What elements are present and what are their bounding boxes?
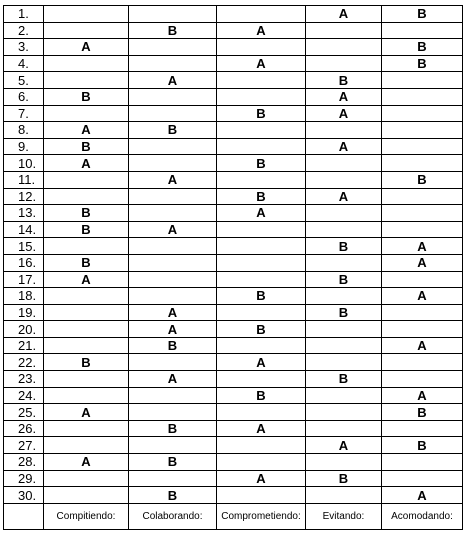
answer-cell-competing [44,6,129,23]
item-number: 19. [4,304,44,321]
answer-cell-compromising: B [217,105,306,122]
answer-cell-avoiding: B [306,470,382,487]
answer-cell-collaborating: B [129,420,217,437]
answer-cell-collaborating [129,105,217,122]
answer-cell-avoiding [306,420,382,437]
answer-cell-competing [44,238,129,255]
answer-cell-accommodating: A [382,387,463,404]
footer-label-accommodating: Acomodando: [382,503,463,529]
item-number: 6. [4,88,44,105]
answer-cell-avoiding [306,288,382,305]
answer-cell-collaborating: B [129,22,217,39]
table-row [4,72,463,89]
answer-cell-avoiding: A [306,6,382,23]
answer-cell-accommodating: B [382,55,463,72]
answer-cell-accommodating: B [382,437,463,454]
answer-cell-competing: A [44,122,129,139]
answer-cell-accommodating: A [382,337,463,354]
answer-cell-avoiding: A [306,88,382,105]
answer-cell-accommodating [382,470,463,487]
item-number: 18. [4,288,44,305]
answer-cell-compromising [217,404,306,421]
table-row [4,321,463,338]
answer-cell-collaborating [129,271,217,288]
answer-cell-competing [44,105,129,122]
answer-cell-accommodating [382,138,463,155]
answer-cell-avoiding: A [306,138,382,155]
answer-cell-compromising: A [217,354,306,371]
item-number: 22. [4,354,44,371]
answer-cell-competing: B [44,88,129,105]
table-row [4,88,463,105]
footer-label-compromising: Comprometiendo: [217,503,306,529]
answer-cell-collaborating [129,205,217,222]
answer-cell-compromising: A [217,55,306,72]
answer-cell-accommodating [382,371,463,388]
table-row [4,404,463,421]
answer-cell-accommodating [382,354,463,371]
answer-cell-compromising [217,88,306,105]
answer-cell-avoiding [306,22,382,39]
answer-cell-accommodating [382,221,463,238]
answer-cell-competing: B [44,354,129,371]
answer-cell-competing: B [44,205,129,222]
table-row [4,6,463,23]
answer-cell-avoiding [306,39,382,56]
table-row [4,221,463,238]
item-number: 27. [4,437,44,454]
answer-cell-competing [44,470,129,487]
table-row [4,39,463,56]
answer-cell-avoiding: A [306,437,382,454]
item-number: 7. [4,105,44,122]
answer-cell-avoiding: B [306,72,382,89]
answer-cell-accommodating [382,420,463,437]
answer-cell-compromising [217,304,306,321]
item-number: 29. [4,470,44,487]
item-number: 16. [4,254,44,271]
answer-cell-compromising [217,487,306,504]
item-number: 24. [4,387,44,404]
answer-cell-competing [44,371,129,388]
answer-cell-compromising [217,437,306,454]
answer-cell-compromising [217,39,306,56]
answer-cell-avoiding: B [306,304,382,321]
table-row [4,437,463,454]
item-number: 30. [4,487,44,504]
answer-cell-collaborating: A [129,304,217,321]
item-number: 21. [4,337,44,354]
answer-cell-avoiding [306,171,382,188]
answer-cell-accommodating [382,122,463,139]
item-number: 9. [4,138,44,155]
answer-cell-accommodating [382,304,463,321]
item-number: 15. [4,238,44,255]
answer-cell-compromising [217,171,306,188]
answer-cell-collaborating [129,6,217,23]
answer-cell-collaborating [129,55,217,72]
answer-cell-compromising [217,254,306,271]
item-number: 5. [4,72,44,89]
answer-cell-collaborating [129,288,217,305]
table-row [4,22,463,39]
table-row [4,420,463,437]
answer-cell-accommodating [382,155,463,172]
answer-cell-compromising [217,6,306,23]
answer-cell-competing: A [44,271,129,288]
answer-cell-compromising [217,122,306,139]
answer-cell-avoiding [306,122,382,139]
answer-cell-compromising [217,238,306,255]
answer-cell-collaborating [129,404,217,421]
answer-cell-collaborating: B [129,454,217,471]
item-number: 25. [4,404,44,421]
item-number: 13. [4,205,44,222]
answer-cell-avoiding [306,205,382,222]
answer-cell-collaborating [129,155,217,172]
answer-grid [3,5,463,530]
answer-cell-compromising [217,138,306,155]
table-row [4,188,463,205]
answer-cell-collaborating: A [129,171,217,188]
table-row [4,304,463,321]
table-row [4,487,463,504]
item-number: 8. [4,122,44,139]
answer-cell-competing: B [44,138,129,155]
answer-cell-compromising: B [217,288,306,305]
footer-blank-cell [4,503,44,529]
table-row [4,387,463,404]
answer-cell-accommodating: B [382,39,463,56]
item-number: 14. [4,221,44,238]
answer-cell-compromising: B [217,188,306,205]
answer-cell-accommodating [382,22,463,39]
item-number: 23. [4,371,44,388]
answer-cell-collaborating: A [129,72,217,89]
answer-cell-collaborating: B [129,337,217,354]
table-row [4,454,463,471]
answer-cell-accommodating [382,188,463,205]
answer-cell-avoiding [306,221,382,238]
answer-cell-collaborating [129,354,217,371]
answer-cell-avoiding [306,155,382,172]
answer-cell-competing: A [44,454,129,471]
answer-cell-competing: A [44,404,129,421]
answer-cell-competing [44,55,129,72]
answer-cell-competing [44,188,129,205]
table-row [4,238,463,255]
item-number: 20. [4,321,44,338]
answer-cell-accommodating: B [382,6,463,23]
item-number: 26. [4,420,44,437]
item-number: 1. [4,6,44,23]
answer-cell-avoiding [306,321,382,338]
answer-cell-collaborating [129,188,217,205]
answer-cell-accommodating [382,72,463,89]
answer-cell-avoiding: A [306,105,382,122]
answer-cell-collaborating: A [129,221,217,238]
table-row [4,371,463,388]
answer-cell-accommodating [382,105,463,122]
answer-cell-competing [44,337,129,354]
answer-cell-accommodating [382,88,463,105]
answer-cell-competing [44,72,129,89]
answer-cell-collaborating: B [129,122,217,139]
answer-cell-compromising: B [217,321,306,338]
table-row [4,354,463,371]
answer-cell-avoiding: B [306,271,382,288]
table-row [4,205,463,222]
answer-cell-collaborating [129,238,217,255]
answer-cell-competing [44,487,129,504]
footer-label-avoiding: Evitando: [306,503,382,529]
answer-cell-compromising [217,72,306,89]
answer-cell-compromising: A [217,205,306,222]
answer-cell-collaborating: A [129,321,217,338]
answer-cell-competing [44,437,129,454]
answer-cell-collaborating: B [129,487,217,504]
answer-cell-avoiding: B [306,238,382,255]
table-row [4,470,463,487]
answer-cell-compromising: A [217,22,306,39]
table-row [4,171,463,188]
answer-cell-compromising [217,371,306,388]
answer-cell-accommodating [382,271,463,288]
item-number: 2. [4,22,44,39]
footer-label-collaborating: Colaborando: [129,503,217,529]
answer-cell-competing [44,304,129,321]
item-number: 28. [4,454,44,471]
answer-cell-accommodating: A [382,254,463,271]
answer-cell-collaborating [129,470,217,487]
answer-cell-compromising: B [217,155,306,172]
answer-cell-avoiding [306,404,382,421]
answer-cell-competing: B [44,254,129,271]
answer-cell-avoiding [306,387,382,404]
answer-cell-competing [44,171,129,188]
answer-cell-accommodating [382,454,463,471]
answer-cell-competing: B [44,221,129,238]
answer-cell-compromising: B [217,387,306,404]
item-number: 10. [4,155,44,172]
table-row [4,138,463,155]
table-row [4,288,463,305]
answer-cell-avoiding [306,454,382,471]
answer-cell-collaborating: A [129,371,217,388]
answer-cell-collaborating [129,387,217,404]
answer-cell-accommodating: A [382,487,463,504]
answer-cell-accommodating [382,321,463,338]
answer-cell-avoiding [306,55,382,72]
answer-cell-competing [44,420,129,437]
answer-cell-competing [44,22,129,39]
answer-cell-competing: A [44,39,129,56]
answer-cell-compromising: A [217,470,306,487]
answer-cell-compromising [217,221,306,238]
answer-cell-collaborating [129,437,217,454]
answer-cell-avoiding [306,354,382,371]
table-row [4,105,463,122]
answer-cell-compromising [217,337,306,354]
answer-cell-avoiding [306,254,382,271]
table-row [4,271,463,288]
answer-cell-compromising [217,271,306,288]
table-row [4,122,463,139]
answer-cell-competing [44,288,129,305]
item-number: 4. [4,55,44,72]
answer-cell-accommodating: B [382,404,463,421]
totals-row [4,503,463,529]
answer-cell-competing [44,387,129,404]
answer-cell-accommodating: A [382,288,463,305]
answer-cell-accommodating: B [382,171,463,188]
answer-grid-body [4,6,463,504]
answer-cell-avoiding [306,337,382,354]
answer-cell-collaborating [129,88,217,105]
table-row [4,155,463,172]
table-row [4,254,463,271]
footer-label-competing: Compitiendo: [44,503,129,529]
answer-cell-collaborating [129,254,217,271]
answer-cell-avoiding: A [306,188,382,205]
answer-cell-avoiding [306,487,382,504]
table-row [4,55,463,72]
answer-cell-competing [44,321,129,338]
answer-cell-collaborating [129,138,217,155]
answer-cell-competing: A [44,155,129,172]
item-number: 11. [4,171,44,188]
answer-cell-collaborating [129,39,217,56]
table-row [4,337,463,354]
item-number: 17. [4,271,44,288]
item-number: 3. [4,39,44,56]
answer-cell-accommodating [382,205,463,222]
item-number: 12. [4,188,44,205]
answer-cell-compromising: A [217,420,306,437]
answer-cell-compromising [217,454,306,471]
answer-cell-avoiding: B [306,371,382,388]
answer-cell-accommodating: A [382,238,463,255]
